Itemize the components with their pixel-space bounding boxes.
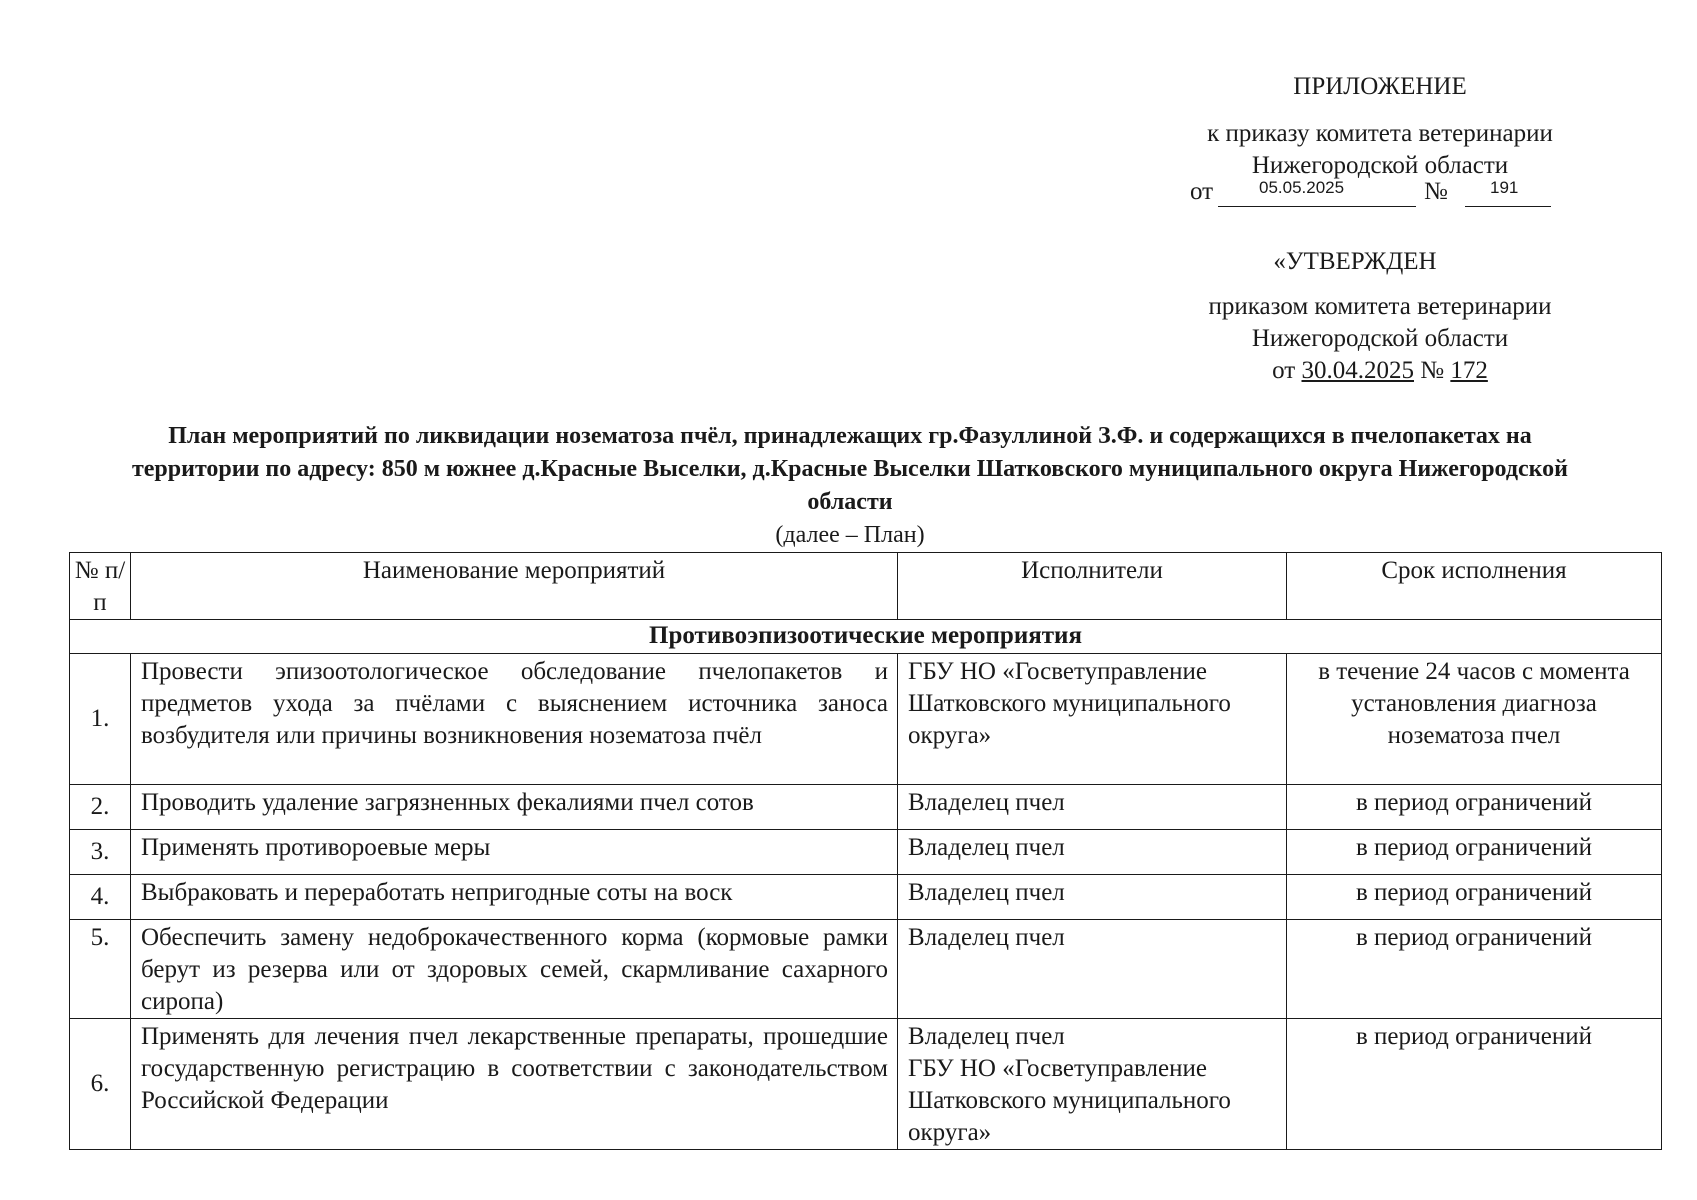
approved-number: 172 — [1450, 357, 1488, 384]
appendix-line-2: Нижегородской области — [1251, 152, 1509, 179]
row-executors — [898, 875, 1287, 920]
executor: Владелец пчел — [908, 834, 1065, 861]
row-executors — [898, 785, 1287, 830]
order-date-underline — [1218, 206, 1416, 207]
row-num: 4. — [70, 875, 131, 920]
order-number-underline — [1465, 206, 1551, 207]
appendix-title: ПРИЛОЖЕНИЕ — [1293, 73, 1467, 100]
appendix-line-1: к приказу комитета ветеринарии — [1207, 120, 1553, 147]
table-row — [70, 654, 1662, 785]
row-name: Применять противороевые меры — [131, 830, 898, 875]
table-row — [70, 830, 1662, 875]
header-num: № п/п — [70, 553, 131, 620]
row-name: Выбраковать и переработать непригодные соты на воск — [131, 875, 898, 920]
executor: ГБУ НО «Госветуправление Шатковского муниципального округа» — [908, 1055, 1231, 1146]
header-term: Срок исполнения — [1287, 553, 1662, 620]
plan-subtitle: (далее – План) — [775, 522, 925, 548]
approved-line-1: приказом комитета ветеринарии — [1208, 293, 1552, 320]
approved-date-line — [1150, 354, 1610, 387]
table-row — [70, 785, 1662, 830]
approved-title: «УТВЕРЖДЕН — [1273, 248, 1437, 275]
row-executors — [898, 1019, 1287, 1150]
order-date-prefix: от — [1190, 178, 1214, 205]
order-number-sign: № — [1424, 178, 1448, 205]
executor: ГБУ НО «Госветуправление Шатковского муниципального округа» — [908, 658, 1231, 749]
row-num: 5. — [70, 920, 131, 1019]
executor: Владелец пчел — [908, 1023, 1065, 1050]
row-term: в период ограничений — [1287, 875, 1662, 920]
approved-line-2: Нижегородской области — [1251, 325, 1509, 352]
row-executors — [898, 654, 1287, 785]
table-header-row — [70, 553, 1662, 620]
approved-date-prefix: от — [1272, 357, 1296, 384]
row-num: 1. — [70, 654, 131, 785]
row-name: Применять для лечения пчел лекарственные препараты, прошедшие государственную регистрацию в соответствии с законодательством Российской Федерации — [131, 1019, 898, 1150]
plan-table — [69, 552, 1662, 1150]
row-num: 2. — [70, 785, 131, 830]
row-name: Обеспечить замену недоброкачественного корма (кормовые рамки берут из резерва или от здоровых семей, скармливание сахарного сиропа) — [131, 920, 898, 1019]
row-term: в течение 24 часов с момента установления диагноза нозематоза пчел — [1287, 654, 1662, 785]
approved-number-sign: № — [1420, 357, 1445, 384]
section-row — [70, 620, 1662, 654]
row-term: в период ограничений — [1287, 830, 1662, 875]
order-number-stamp: 191 — [1490, 178, 1519, 197]
row-executors — [898, 830, 1287, 875]
row-executors — [898, 920, 1287, 1019]
header-name: Наименование мероприятий — [131, 553, 898, 620]
table-row — [70, 875, 1662, 920]
row-num: 6. — [70, 1019, 131, 1150]
row-term: в период ограничений — [1287, 920, 1662, 1019]
row-name: Провести эпизоотологическое обследование пчелопакетов и предметов ухода за пчёлами с выяснением источника заноса возбудителя или причины возникновения нозематоза пчёл — [131, 654, 898, 785]
executor: Владелец пчел — [908, 789, 1065, 816]
order-signature-line — [1190, 176, 1550, 212]
executor: Владелец пчел — [908, 879, 1065, 906]
header-executors: Исполнители — [898, 553, 1287, 620]
row-num: 3. — [70, 830, 131, 875]
approved-date: 30.04.2025 — [1301, 357, 1414, 384]
plan-title: План мероприятий по ликвидации нозематоза пчёл, принадлежащих гр.Фазуллиной З.Ф. и содержащихся в пчелопакетах на территории по адресу: 850 м южнее д.Красные Выселки, д.Красные Выселки Шатковского муниципального округа Нижегородской области — [131, 423, 1568, 515]
order-date-stamp: 05.05.2025 — [1259, 178, 1345, 197]
row-term: в период ограничений — [1287, 785, 1662, 830]
table-row — [70, 1019, 1662, 1150]
row-term: в период ограничений — [1287, 1019, 1662, 1150]
table-row — [70, 920, 1662, 1019]
executor: Владелец пчел — [908, 924, 1065, 951]
section-title: Противоэпизоотические мероприятия — [70, 620, 1662, 654]
row-name: Проводить удаление загрязненных фекалиями пчел сотов — [131, 785, 898, 830]
